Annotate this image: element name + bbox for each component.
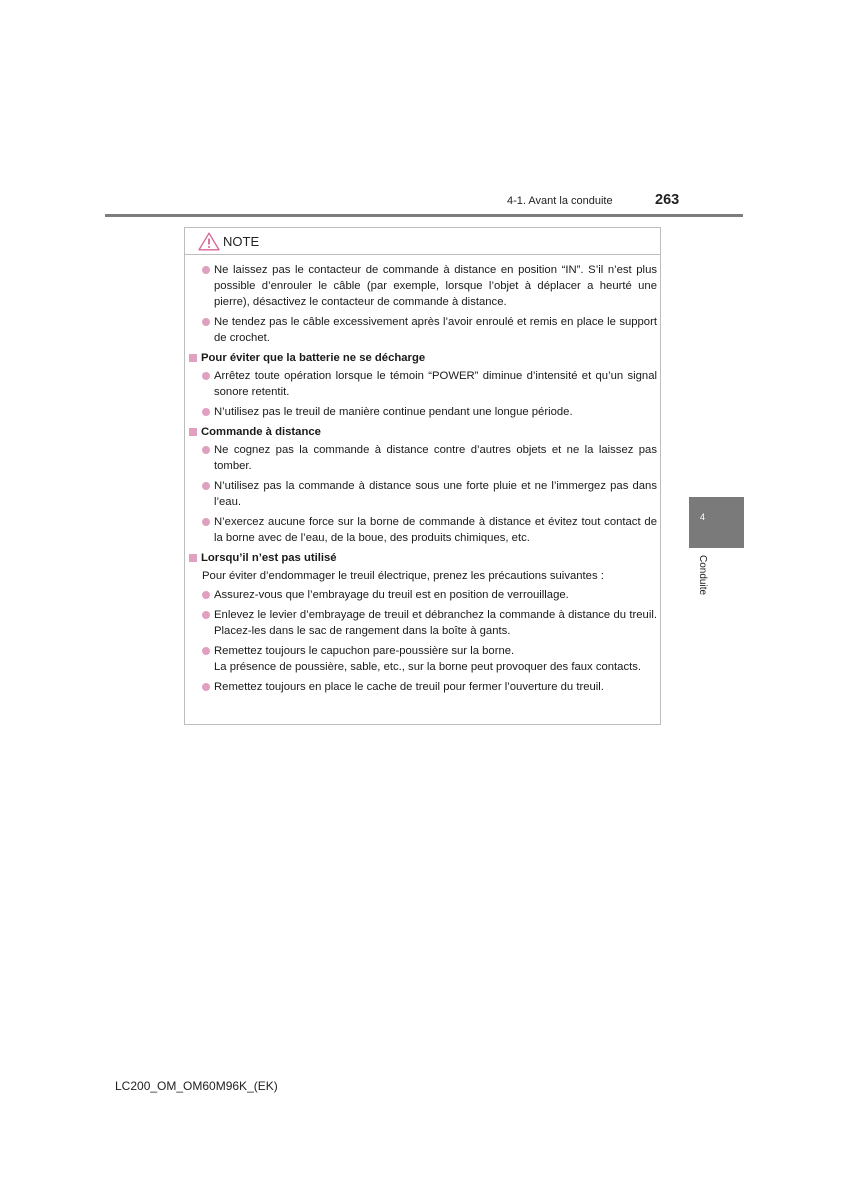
square-bullet-icon xyxy=(189,428,197,436)
bullet-icon xyxy=(202,518,210,526)
list-item xyxy=(189,679,657,695)
note-title: NOTE xyxy=(223,234,260,249)
note-box xyxy=(184,227,661,725)
list-item-text: Assurez-vous que l’embrayage du treuil est en position de verrouillage. xyxy=(214,589,569,601)
list-item-text: N’exercez aucune force sur la borne de commande à distance et évitez tout contact de la borne avec de l’eau, de la boue, des produits chimiques, etc. xyxy=(214,516,657,544)
bullet-icon xyxy=(202,446,210,454)
list-item-text: Remettez toujours en place le cache de treuil pour fermer l’ouverture du treuil. xyxy=(214,681,604,693)
footer-code: LC200_OM_OM60M96K_(EK) xyxy=(115,1079,278,1093)
bullet-icon xyxy=(202,318,210,326)
section-heading xyxy=(189,424,657,440)
chapter-tab xyxy=(689,497,744,548)
list-item xyxy=(189,478,657,510)
bullet-icon xyxy=(202,611,210,619)
header-rule xyxy=(105,214,743,217)
list-item-text: N’utilisez pas la commande à distance sous une forte pluie et ne l’immergez pas dans l’eau. xyxy=(214,480,657,508)
page-number: 263 xyxy=(655,192,680,208)
list-item-text: Ne tendez pas le câble excessivement après l’avoir enroulé et remis en place le support de crochet. xyxy=(214,316,657,344)
list-item-text: Enlevez le levier d’embrayage de treuil et débranchez la commande à distance du treuil. Placez-les dans le sac de rangement dans la boîte à gants. xyxy=(214,609,657,637)
section-heading-text: Pour éviter que la batterie ne se décharge xyxy=(201,352,426,364)
list-item xyxy=(189,262,657,310)
square-bullet-icon xyxy=(189,554,197,562)
list-item-line: Remettez toujours le capuchon pare-poussière sur la borne. xyxy=(214,645,515,657)
square-bullet-icon xyxy=(189,354,197,362)
warning-triangle-icon xyxy=(198,232,220,251)
list-item xyxy=(189,314,657,346)
note-body xyxy=(189,262,657,699)
section-heading xyxy=(189,550,657,566)
chapter-label: Conduite xyxy=(697,555,708,596)
list-item xyxy=(189,442,657,474)
bullet-icon xyxy=(202,408,210,416)
section-intro: Pour éviter d’endommager le treuil électrique, prenez les précautions suivantes : xyxy=(202,570,604,582)
bullet-icon xyxy=(202,372,210,380)
list-item xyxy=(189,368,657,400)
list-item xyxy=(189,607,657,639)
list-item xyxy=(189,404,657,420)
list-item-text: Arrêtez toute opération lorsque le témoin “POWER” diminue d’intensité et qu’un signal sonore retentit. xyxy=(214,370,657,398)
bullet-icon xyxy=(202,482,210,490)
bullet-icon xyxy=(202,683,210,691)
chapter-number: 4 xyxy=(700,512,706,522)
section-title: 4-1. Avant la conduite xyxy=(507,195,613,207)
bullet-icon xyxy=(202,647,210,655)
list-item xyxy=(189,514,657,546)
section-heading xyxy=(189,350,657,366)
section-heading-text: Lorsqu’il n’est pas utilisé xyxy=(201,552,337,564)
bullet-icon xyxy=(202,591,210,599)
list-item-text: N’utilisez pas le treuil de manière continue pendant une longue période. xyxy=(214,406,573,418)
list-item xyxy=(189,587,657,603)
list-item-text: Ne cognez pas la commande à distance contre d’autres objets et ne la laissez pas tomber. xyxy=(214,444,657,472)
list-item xyxy=(189,643,657,675)
section-heading-text: Commande à distance xyxy=(201,426,321,438)
bullet-icon xyxy=(202,266,210,274)
note-header xyxy=(185,228,660,255)
list-item-text: Ne laissez pas le contacteur de commande à distance en position “IN”. S’il n’est plus possible d’enrouler le câble (par exemple, lorsque l’objet à déplacer a heurté une pierre), désactivez le contacteur de commande à distance. xyxy=(214,264,657,308)
list-item-line: La présence de poussière, sable, etc., sur la borne peut provoquer des faux contacts. xyxy=(214,661,642,673)
